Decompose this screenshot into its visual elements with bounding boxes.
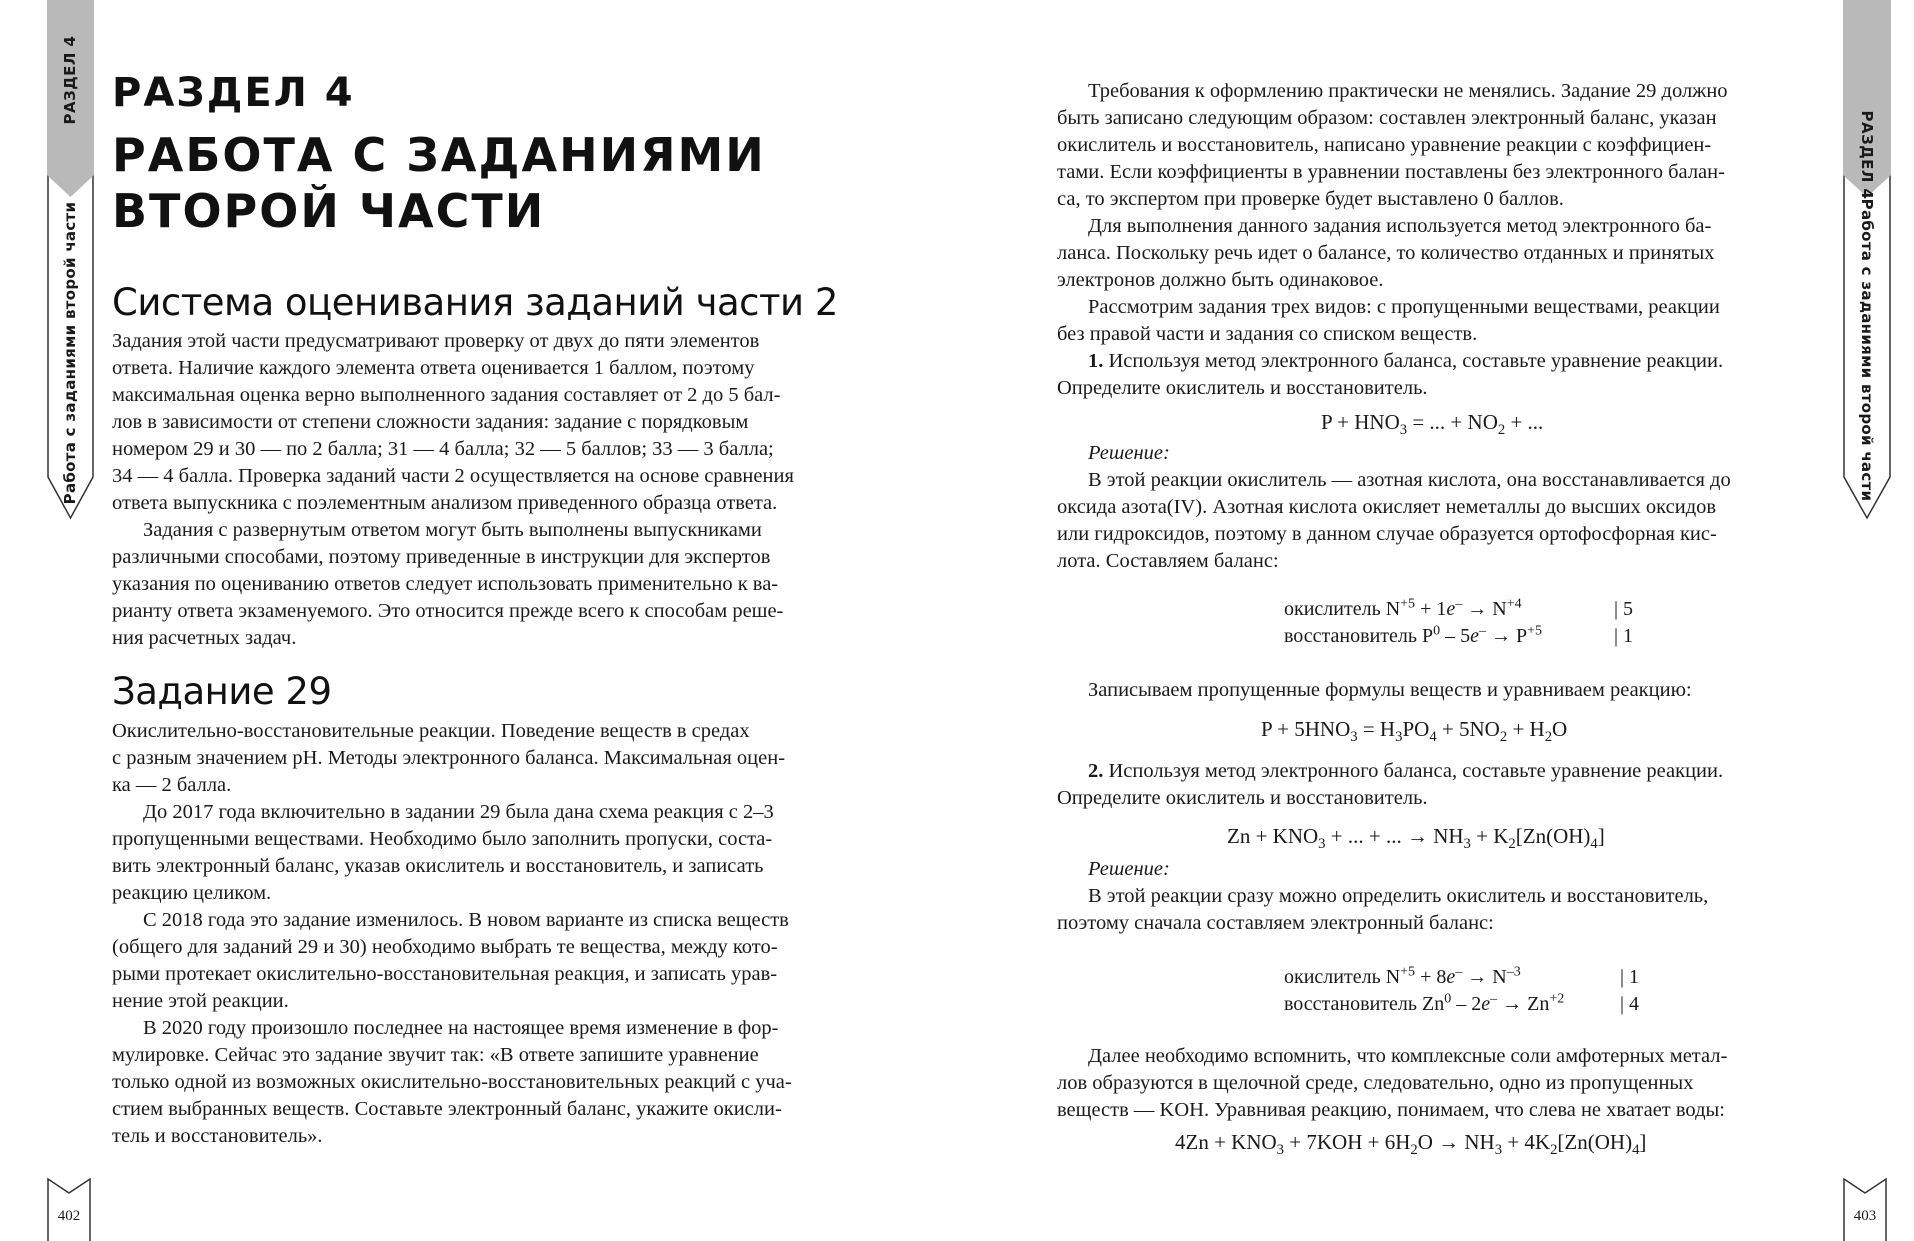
text-line: тами. Если коэффициенты в уравнении поставлены без электронного балан- (1057, 161, 1725, 183)
eq-part: 4Zn + KNO (1175, 1130, 1277, 1154)
balance-text: + 8 (1415, 966, 1447, 988)
balance-sup: – (1455, 964, 1463, 980)
text-line: стием выбранных веществ. Составьте электронный баланс, укажите окисли- (112, 1098, 782, 1120)
text-line: только одной из возможных окислительно-восстановительных реакций с уча- (112, 1071, 792, 1093)
heading-task-29: Задание 29 (112, 670, 332, 713)
balance-text: → P (1486, 625, 1528, 647)
eq-sub: 3 (1463, 836, 1471, 853)
solution-2b (1057, 1043, 1825, 1124)
chapter-title-line2: ВТОРОЙ ЧАСТИ (112, 184, 546, 238)
task-1-text: Используя метод электронного баланса, составьте уравнение реакции. (1103, 350, 1724, 372)
solution-label-text: Решение: (1088, 442, 1170, 464)
eq-part: + ... (1505, 410, 1544, 434)
eq-part: + 7KOH + 6H (1284, 1130, 1411, 1154)
electron-balance-2 (1284, 964, 1640, 1018)
balance-text: – 5 (1440, 625, 1471, 647)
eq-part: O (1552, 717, 1568, 741)
text-line: лов образуются в щелочной среде, следовательно, одно из пропущенных (1057, 1072, 1694, 1094)
balance-text: – 2 (1451, 993, 1482, 1015)
balance-text: → Zn (1497, 993, 1550, 1015)
balance-sup: –3 (1506, 964, 1521, 980)
eq-sub: 3 (1318, 836, 1326, 853)
balance-e: e (1446, 966, 1456, 988)
text-line: ответа. Наличие каждого элемента ответа оценивается 1 баллом, поэтому (112, 357, 755, 379)
text-line: рыми протекает окислительно-восстановительная реакция, и записать урав- (112, 963, 778, 985)
text-line: ответа выпускника с поэлементным анализом приведенного образца ответа. (112, 492, 778, 514)
text-line: Требования к оформлению практически не менялись. Задание 29 должно (1088, 80, 1728, 102)
side-tab-section-label: РАЗДЕЛ 4 (1858, 110, 1876, 200)
text-line: тель и восстановитель». (112, 1125, 323, 1147)
text-line: лов в зависимости от степени сложности задания: задание с порядковым (112, 411, 749, 433)
eq-part: = H (1357, 717, 1396, 741)
solution-label (1057, 856, 1825, 883)
balance-e: e (1481, 993, 1491, 1015)
text-line: с разным значением pH. Методы электронного баланса. Максимальная оцен- (112, 747, 786, 769)
side-tab-title: Работа с заданиями второй части (1858, 198, 1876, 502)
balance-sup: – (1479, 623, 1487, 639)
eq-sub: 3 (1350, 729, 1358, 746)
balance-sup: +4 (1506, 596, 1522, 612)
text-line: нение этой реакции. (112, 990, 289, 1012)
text-line: без правой части и задания со списком веществ. (1057, 323, 1478, 345)
text-line: ния расчетных задач. (112, 627, 297, 649)
eq-sub: 2 (1499, 729, 1508, 746)
text-line: Задания с развернутым ответом могут быть выполнены выпускниками (143, 519, 762, 541)
balance-row (1284, 991, 1640, 1018)
text-line: В 2020 году произошло последнее на настоящее время изменение в фор- (143, 1017, 779, 1039)
eq-part: + ... + ... → NH (1325, 824, 1464, 848)
balance-row (1284, 623, 1634, 650)
text-line: Рассмотрим задания трех видов: с пропущенными веществами, реакции (1088, 296, 1720, 318)
text-line: В этой реакции сразу можно определить окислитель и восстановитель, (1088, 885, 1709, 907)
eq-sub: 4 (1590, 836, 1598, 853)
text-line: Определите окислитель и восстановитель. (1057, 787, 1428, 809)
eq-sub: 3 (1494, 1142, 1503, 1159)
paragraph-task-29 (112, 718, 878, 1150)
text-line: Определите окислитель и восстановитель. (1057, 377, 1428, 399)
text-line: вить электронный баланс, указав окислитель и восстановитель, и записать (112, 855, 764, 877)
balance-sup: +2 (1549, 991, 1565, 1007)
text-line: Для выполнения данного задания используется метод электронного ба- (1088, 215, 1712, 237)
page-number: 402 (57, 1208, 81, 1224)
eq-sub: 2 (1508, 836, 1516, 853)
text-line: окислитель и восстановитель, написано уравнение реакции с коэффициен- (1057, 134, 1712, 156)
equation-2 (1261, 717, 1568, 746)
eq-part: + 5NO (1436, 717, 1500, 741)
balance-sup: – (1490, 991, 1498, 1007)
equation-4 (1175, 1130, 1647, 1159)
solution-label-text: Решение: (1088, 858, 1170, 880)
text-line: са, то экспертом при проверке будет выставлено 0 баллов. (1057, 188, 1564, 210)
text-line: (общего для заданий 29 и 30) необходимо выбрать те вещества, между кото- (112, 936, 778, 958)
text-line: оксида азота(IV). Азотная кислота окисляет неметаллы до высших оксидов (1057, 496, 1717, 518)
text-line: указания по оцениванию ответов следует использовать применительно к ва- (112, 573, 779, 595)
balance-sup: 0 (1444, 991, 1452, 1007)
eq-part: [Zn(OH) (1557, 1130, 1633, 1154)
eq-part: O → NH (1417, 1130, 1495, 1154)
text-line: быть записано следующим образом: составлен электронный баланс, указан (1057, 107, 1717, 129)
task-1-line (1057, 348, 1825, 375)
text-line: пропущенными веществами. Необходимо было заполнить пропуски, соста- (112, 828, 773, 850)
balance-text: → N (1462, 966, 1507, 988)
text-line: веществ — KOH. Уравнивая реакцию, понимаем, что слева не хватает воды: (1057, 1099, 1725, 1121)
eq-part: + 4K (1502, 1130, 1551, 1154)
task-2-number: 2. (1088, 760, 1104, 782)
balance-coefficient: | 1 (1620, 966, 1640, 988)
text-line: С 2018 года это задание изменилось. В новом варианте из списка веществ (143, 909, 789, 931)
text-line: мулировке. Сейчас это задание звучит так: «В ответе запишите уравнение (112, 1044, 759, 1066)
text-line: 34 — 4 балла. Проверка заданий части 2 осуществляется на основе сравнения (112, 465, 794, 487)
text-line: В этой реакции окислитель — азотная кислота, она восстанавливается до (1088, 469, 1731, 491)
text-line: Записываем пропущенные формулы веществ и уравниваем реакцию: (1088, 679, 1692, 701)
eq-sub: 2 (1410, 1142, 1418, 1159)
eq-sub: 3 (1395, 729, 1403, 746)
balance-text: + 1 (1415, 598, 1447, 620)
text-line: Окислительно-восстановительные реакции. Поведение веществ в средах (112, 720, 750, 742)
text-line: электронов должно быть одинаковое. (1057, 269, 1384, 291)
eq-part: [Zn(OH) (1515, 824, 1591, 848)
text-line: Далее необходимо вспомнить, что комплексные соли амфотерных метал- (1088, 1045, 1728, 1067)
paragraph-requirements (1057, 78, 1825, 402)
task-2-line (1057, 758, 1825, 785)
text-line: реакцию целиком. (112, 882, 272, 904)
text-line: рианту ответа экзаменуемого. Это относится прежде всего к способам реше- (112, 600, 784, 622)
text-line: лота. Составляем баланс: (1057, 550, 1279, 572)
text-line: Задания этой части предусматривают проверку от двух до пяти элементов (112, 330, 760, 352)
task-2 (1057, 758, 1825, 812)
eq-part: Zn + KNO (1227, 824, 1319, 848)
balance-coefficient: | 5 (1614, 598, 1634, 620)
eq-part: PO (1402, 717, 1430, 741)
eq-part: ] (1597, 824, 1605, 848)
balance-text: восстановитель Zn (1284, 993, 1445, 1015)
solution-1b (1057, 677, 1825, 704)
balance-text: → N (1462, 598, 1507, 620)
text-line: номером 29 и 30 — по 2 балла; 31 — 4 балла; 32 — 5 баллов; 33 — 3 балла; (112, 438, 774, 460)
equation-3 (1227, 824, 1605, 853)
eq-sub: 3 (1276, 1142, 1285, 1159)
eq-sub: 2 (1544, 729, 1553, 746)
eq-part: P + HNO (1321, 410, 1400, 434)
page-number: 403 (1853, 1208, 1877, 1224)
balance-text: окислитель N (1284, 598, 1401, 620)
balance-e: e (1470, 625, 1480, 647)
text-line: ланса. Поскольку речь идет о балансе, то количество отданных и принятых (1057, 242, 1715, 264)
eq-part: + H (1507, 717, 1545, 741)
eq-sub: 2 (1550, 1142, 1558, 1159)
balance-row (1284, 596, 1634, 623)
task-1-number: 1. (1088, 350, 1104, 372)
balance-e: e (1446, 598, 1456, 620)
eq-part: ] (1639, 1130, 1647, 1154)
side-tab-title: Работа с заданиями второй части (61, 201, 79, 505)
text-line: максимальная оценка верно выполненного задания составляет от 2 до 5 бал- (112, 384, 781, 406)
solution-label (1057, 440, 1825, 467)
balance-sup: 0 (1433, 623, 1441, 639)
paragraph-grading (112, 328, 878, 652)
balance-text: восстановитель P (1284, 625, 1434, 647)
right-page (957, 0, 1914, 1241)
balance-sup: +5 (1400, 596, 1416, 612)
balance-sup: – (1455, 596, 1463, 612)
text-line: ка — 2 балла. (112, 774, 232, 796)
text-line: До 2017 года включительно в задании 29 была дана схема реакция с 2–3 (143, 801, 774, 823)
balance-text: окислитель N (1284, 966, 1401, 988)
solution-1 (1057, 440, 1825, 575)
eq-part: = ... + NO (1407, 410, 1498, 434)
balance-coefficient: | 4 (1620, 993, 1640, 1015)
equation-1 (1321, 410, 1544, 439)
electron-balance-1 (1284, 596, 1634, 650)
section-label: РАЗДЕЛ 4 (112, 70, 355, 116)
chapter-title-line1: РАБОТА С ЗАДАНИЯМИ (112, 128, 766, 182)
eq-sub: 4 (1632, 1142, 1640, 1159)
balance-row (1284, 964, 1640, 991)
heading-grading-system: Система оценивания заданий части 2 (112, 281, 838, 324)
eq-sub: 4 (1429, 729, 1437, 746)
text-line: поэтому сначала составляем электронный баланс: (1057, 912, 1494, 934)
task-2-text: Используя метод электронного баланса, составьте уравнение реакции. (1103, 760, 1724, 782)
eq-part: + K (1470, 824, 1509, 848)
balance-sup: +5 (1527, 623, 1543, 639)
text-line: различными способами, поэтому приведенные в инструкции для экспертов (112, 546, 771, 568)
solution-2 (1057, 856, 1825, 937)
eq-sub: 2 (1497, 422, 1506, 439)
text-line: или гидроксидов, поэтому в данном случае образуется ортофосфорная кис- (1057, 523, 1717, 545)
side-tab-section-label: РАЗДЕЛ 4 (61, 35, 79, 125)
balance-sup: +5 (1400, 964, 1416, 980)
balance-coefficient: | 1 (1614, 625, 1634, 647)
eq-sub: 3 (1399, 422, 1408, 439)
eq-part: P + 5HNO (1261, 717, 1351, 741)
